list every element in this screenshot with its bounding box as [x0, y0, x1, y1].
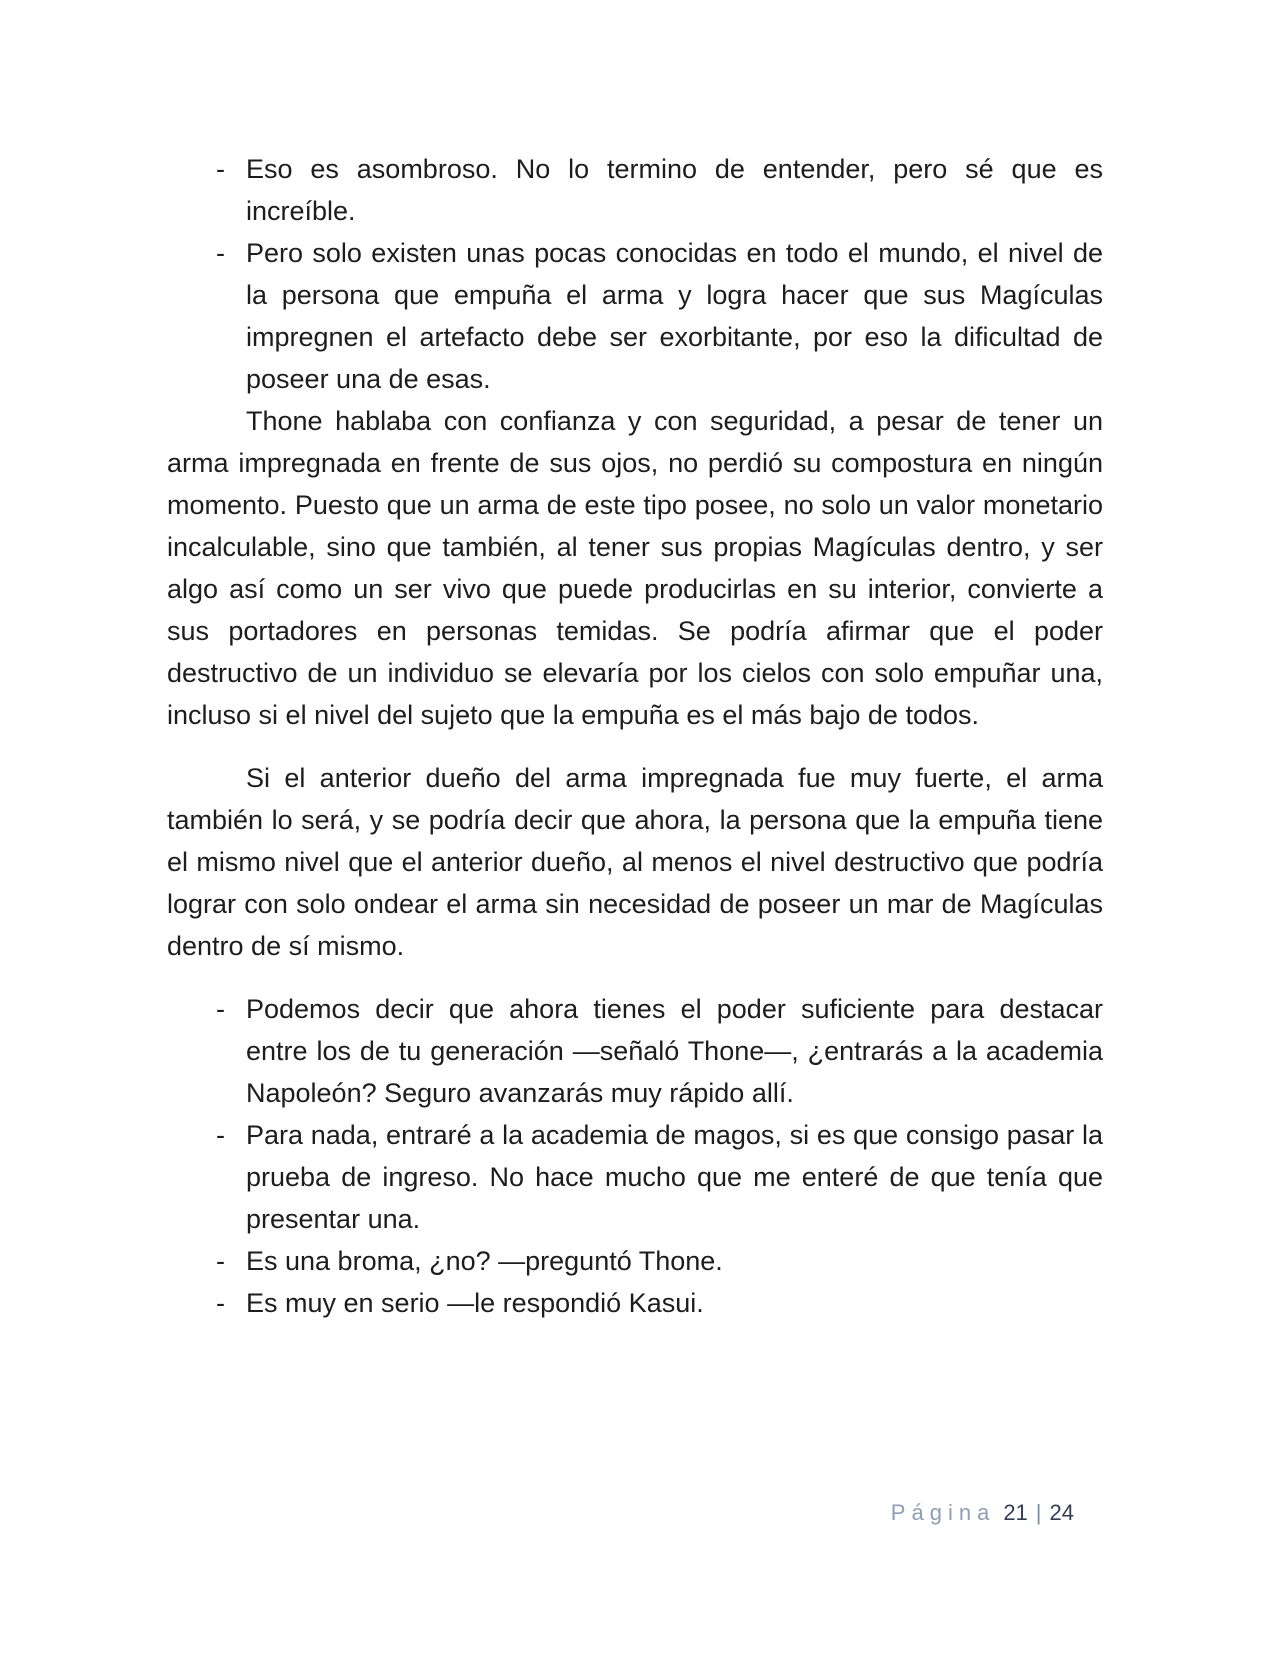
list-item-text: Es muy en serio —le respondió Kasui. — [246, 1288, 704, 1318]
footer-page-separator: | — [1035, 1500, 1042, 1525]
footer-page-label: Página — [890, 1500, 996, 1525]
dialogue-list-item — [167, 1282, 1103, 1324]
footer-page-total: 24 — [1049, 1500, 1074, 1525]
list-item-text: Podemos decir que ahora tienes el poder suficiente para destacar entre los de tu generación —señaló Thone—, ¿entrarás a la academia Napoleón? Seguro avanzarás muy rápido allí. — [246, 994, 1103, 1108]
dialogue-list-item — [167, 1114, 1103, 1240]
dialogue-list-item — [167, 148, 1103, 232]
dialogue-list-item — [167, 988, 1103, 1114]
page-body-text — [167, 148, 1103, 1324]
bullet-dash: - — [216, 238, 225, 268]
bullet-dash: - — [216, 994, 225, 1024]
bullet-dash: - — [216, 1120, 225, 1150]
dialogue-list-item — [167, 1240, 1103, 1282]
body-paragraph: Si el anterior dueño del arma impregnada fue muy fuerte, el arma también lo será, y se podría decir que ahora, la persona que la empuña tiene el mismo nivel que el anterior dueño, al menos el nivel destructivo que podría lograr con solo ondear el arma sin necesidad de poseer un mar de Magículas dentro de sí mismo. — [167, 763, 1103, 961]
list-item-text: Para nada, entraré a la academia de magos, si es que consigo pasar la prueba de ingreso. No hace mucho que me enteré de que tenía que presentar una. — [246, 1120, 1103, 1234]
list-item-text: Pero solo existen unas pocas conocidas en todo el mundo, el nivel de la persona que empuña el arma y logra hacer que sus Magículas impregnen el artefacto debe ser exorbitante, por eso la dificultad de poseer una de esas. — [246, 238, 1103, 394]
bullet-dash: - — [216, 154, 225, 184]
page-footer — [167, 1498, 1074, 1528]
footer-page-current: 21 — [1003, 1500, 1028, 1525]
list-item-text: Eso es asombroso. No lo termino de entender, pero sé que es increíble. — [246, 154, 1103, 226]
body-paragraph: Thone hablaba con confianza y con seguridad, a pesar de tener un arma impregnada en frente de sus ojos, no perdió su compostura en ningún momento. Puesto que un arma de este tipo posee, no solo un valor monetario incalculable, sino que también, al tener sus propias Magículas dentro, y ser algo así como un ser vivo que puede producirlas en su interior, convierte a sus portadores en personas temidas. Se podría afirmar que el poder destructivo de un individuo se elevaría por los cielos con solo empuñar una, incluso si el nivel del sujeto que la empuña es el más bajo de todos. — [167, 406, 1103, 730]
bullet-dash: - — [216, 1288, 225, 1318]
list-item-text: Es una broma, ¿no? —preguntó Thone. — [246, 1246, 723, 1276]
dialogue-list — [167, 988, 1103, 1324]
dialogue-list-item — [167, 232, 1103, 400]
bullet-dash: - — [216, 1246, 225, 1276]
